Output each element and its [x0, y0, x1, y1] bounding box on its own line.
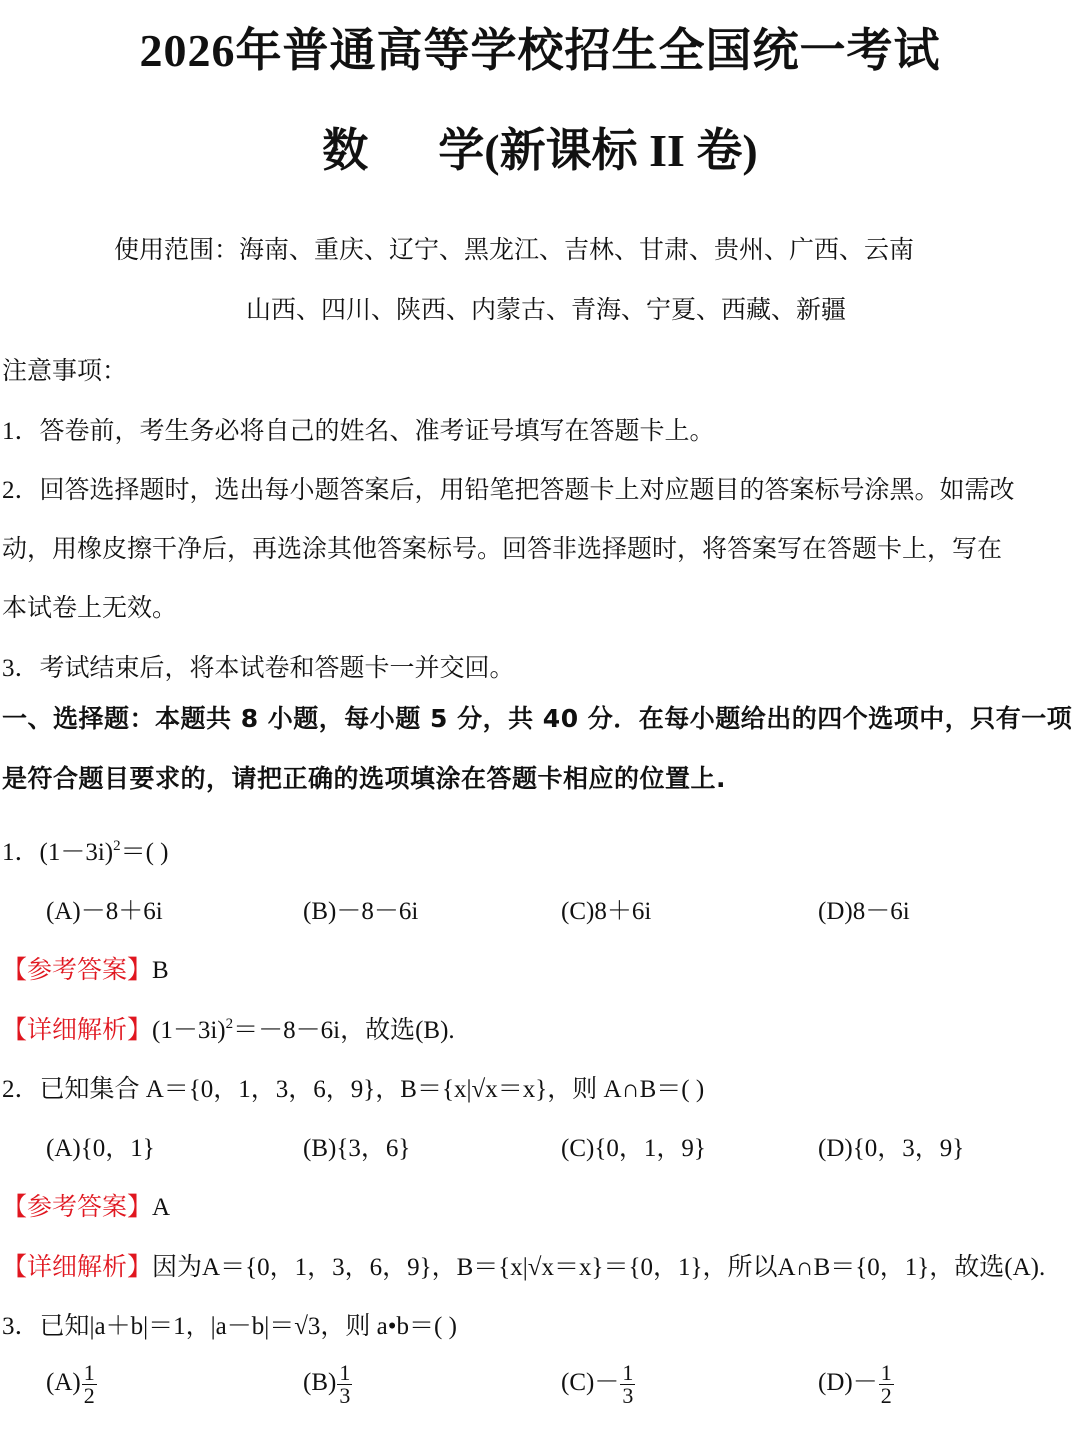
answer-label: 【参考答案】	[2, 957, 153, 984]
q2-option-a: (A){0，1}	[46, 1135, 155, 1162]
analysis-text: 因为A＝{0，1，3，6，9}，B＝{x|√x＝x}＝{0，1}，所以A∩B＝{0，1}，故选(A).	[152, 1254, 1046, 1281]
section-heading-line-1: 一、选择题：本题共 8 小题，每小题 5 分，共 40 分．在每小题给出的四个选项中，只有一项	[2, 704, 1073, 733]
q3-option-a: (A) $\frac{1}{2}$	[46, 1360, 95, 1408]
q2-option-d: (D){0，3，9}	[818, 1135, 965, 1162]
scope-line-1: 使用范围：海南、重庆、辽宁、黑龙江、吉林、甘肃、贵州、广西、云南	[114, 237, 915, 264]
q1-option-c: (C)8＋6i	[561, 898, 652, 925]
q3-option-b: (B) $\frac{1}{3}$	[303, 1360, 351, 1408]
q1-option-d: (D)8－6i	[818, 898, 910, 925]
scope-line-2: 山西、四川、陕西、内蒙古、青海、宁夏、西藏、新疆	[246, 297, 847, 324]
subject-char-1: 数	[322, 125, 369, 176]
analysis-label: 【详细解析】	[2, 1254, 153, 1281]
page-title: 2026年普通高等学校招生全国统一考试	[139, 25, 941, 76]
q1-analysis: 【详细解析】$(1-3i)^2=-8-6i$，故选(B).	[2, 1016, 455, 1044]
q3-option-c: (C)－ $\frac{1}{3}$	[561, 1360, 634, 1408]
q2-answer	[2, 1187, 170, 1223]
answer-label: 【参考答案】	[2, 1194, 153, 1221]
answer-value: A	[152, 1194, 171, 1221]
note-3: 3．考试结束后，将本试卷和答题卡一并交回。	[2, 655, 515, 682]
q1-option-b: (B)－8－6i	[303, 898, 419, 925]
note-2-line-1: 2．回答选择题时，选出每小题答案后，用铅笔把答题卡上对应题目的答案标号涂黑。如需改	[2, 477, 1015, 504]
answer-value: B	[152, 957, 169, 984]
notes-heading: 注意事项：	[2, 358, 128, 385]
q1-option-a: (A)－8＋6i	[46, 898, 163, 925]
q1-answer	[2, 950, 169, 986]
q2-option-b: (B){3，6}	[303, 1135, 411, 1162]
q2-option-c: (C){0，1，9}	[561, 1135, 706, 1162]
note-1: 1．答卷前，考生务必将自己的姓名、准考证号填写在答题卡上。	[2, 418, 715, 445]
subject-rest: 学(新课标 II 卷)	[438, 125, 758, 176]
note-2-line-3: 本试卷上无效。	[2, 595, 178, 622]
analysis-label: 【详细解析】	[2, 1017, 153, 1044]
section-heading-line-2: 是符合题目要求的，请把正确的选项填涂在答题卡相应的位置上.	[2, 764, 726, 793]
question-2-stem: 2．已知集合 A＝{0，1，3，6，9}，B＝{x|√x＝x}，则 A∩B＝( )	[2, 1076, 705, 1103]
q3-option-d: (D)－ $\frac{1}{2}$	[818, 1360, 892, 1408]
note-2-line-2: 动，用橡皮擦干净后，再选涂其他答案标号。回答非选择题时，将答案写在答题卡上，写在	[2, 536, 1003, 563]
question-3-stem: 3．已知|a＋b|＝1，|a－b|＝√3，则 a•b＝( )	[2, 1313, 457, 1340]
page-subtitle	[0, 114, 1080, 180]
question-1-stem: 1．$(1-3i)^2=$( )	[2, 838, 169, 866]
q2-analysis	[2, 1247, 1045, 1283]
